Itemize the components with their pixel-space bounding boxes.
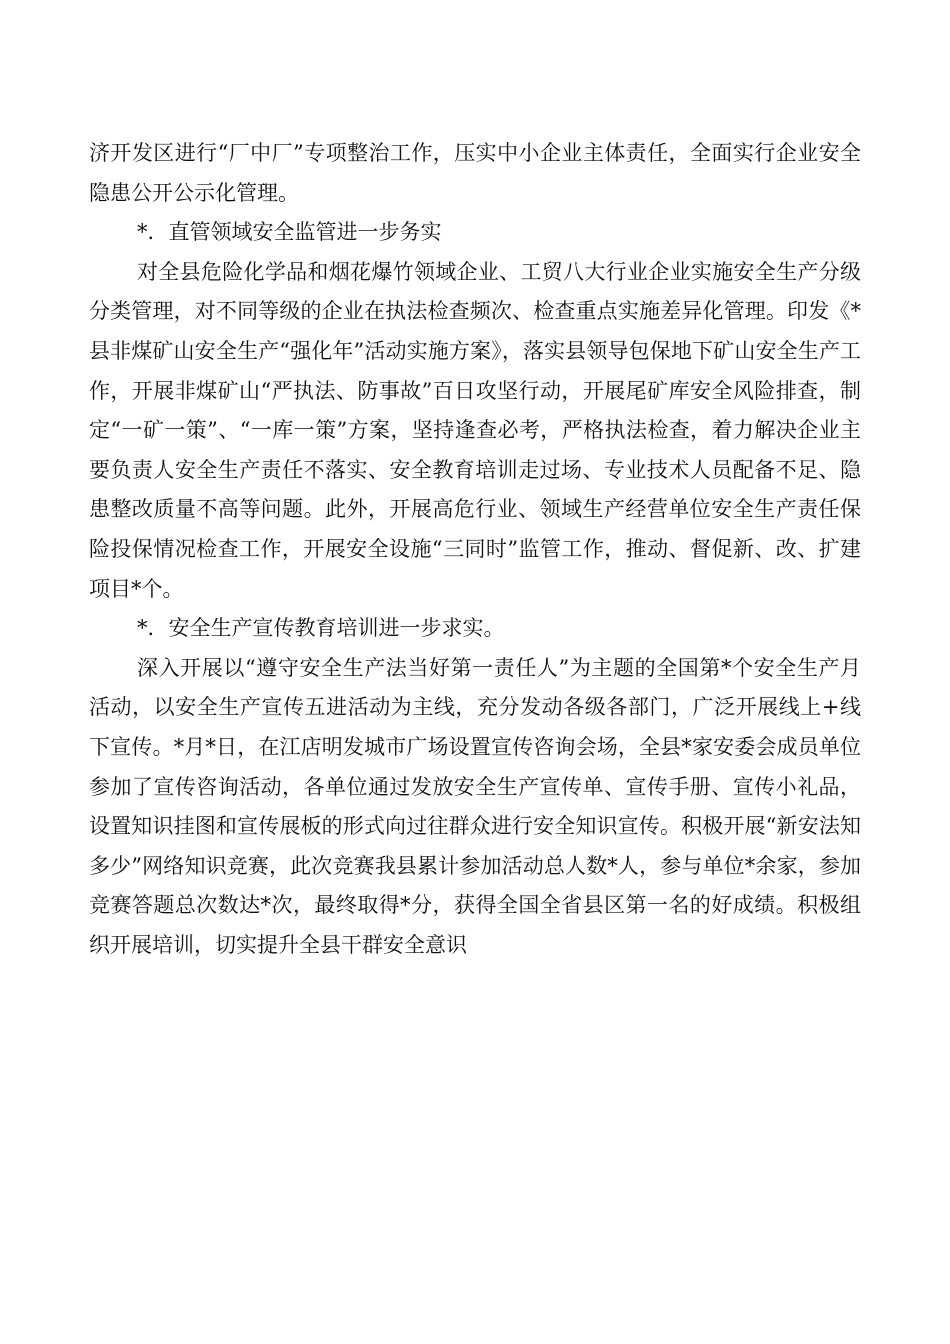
section-heading-direct-supervision: *．直管领域安全监管进一步务实: [137, 220, 442, 245]
paragraph-direct-supervision: 对全县危险化学品和烟花爆竹领域企业、工贸八大行业企业实施安全生产分级分类管理，对不同等级的企业在执法检查频次、检查重点实施差异化管理。印发《*县非煤矿山安全生产“强化年”活动实施方案》，落实县领导包保地下矿山安全生产工作，开展非煤矿山“严执法、防事故”百日攻坚行动，开展尾矿库安全风险排查，制定“一矿一策”、“一库一策”方案，坚持逢查必考，严格执法检查，着力解决企业主要负责人安全生产责任不落实、安全教育培训走过场、专业技术人员配备不足、隐患整改质量不高等问题。此外，开展高危行业、领域生产经营单位安全生产责任保险投保情况检查工作，开展安全设施“三同时”监管工作，推动、督促新、改、扩建项目*个。: [89, 259, 861, 601]
paragraph-continuation: 济开发区进行“厂中厂”专项整治工作，压实中小企业主体责任，全面实行企业安全隐患公开公示化管理。: [89, 141, 861, 205]
document-body: [89, 134, 861, 965]
paragraph-publicity-training: 深入开展以“遵守安全生产法当好第一责任人”为主题的全国第*个安全生产月活动，以安全生产宣传五进活动为主线，充分发动各级各部门，广泛开展线上+线下宣传。*月*日，在江店明发城市广场设置宣传咨询会场，全县*家安委会成员单位参加了宣传咨询活动，各单位通过发放安全生产宣传单、宣传手册、宣传小礼品，设置知识挂图和宣传展板的形式向过往群众进行安全知识宣传。积极开展“新安法知多少”网络知识竞赛，此次竞赛我县累计参加活动总人数*人，参与单位*余家，参加竞赛答题总次数达*次，最终取得*分，获得全国全省县区第一名的好成绩。积极组织开展培训，切实提升全县干群安全意识: [89, 655, 861, 957]
section-heading-publicity-training: *．安全生产宣传教育培训进一步求实。: [137, 616, 505, 641]
